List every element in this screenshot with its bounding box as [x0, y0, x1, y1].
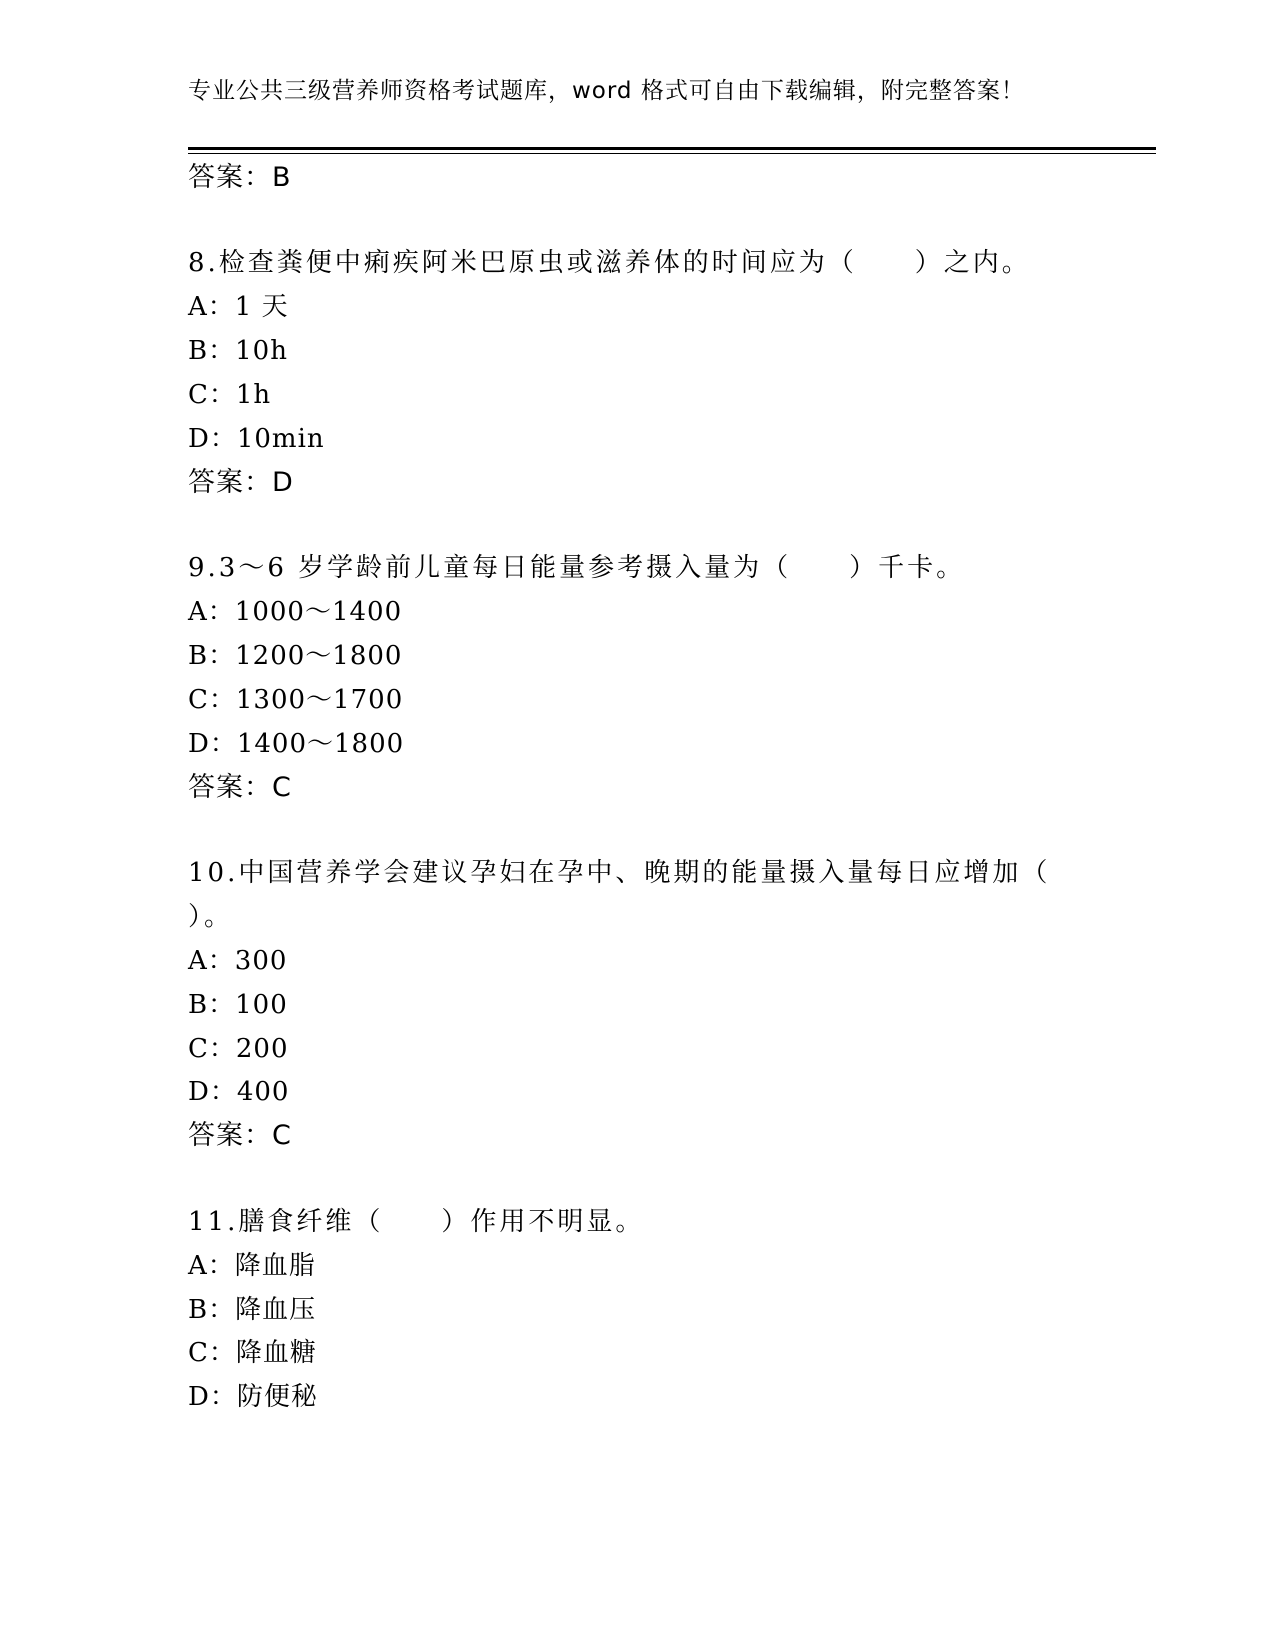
question-9-option-b: B：1200～1800	[188, 641, 403, 671]
question-10-option-b: B：100	[188, 990, 288, 1020]
question-11: 11.膳食纤维（ ）作用不明显。	[188, 1207, 645, 1237]
question-9-option-d: D：1400～1800	[188, 729, 405, 759]
answer-10: 答案：C	[188, 1120, 292, 1151]
question-11-option-d: D：防便秘	[188, 1382, 318, 1412]
answer-7: 答案：B	[188, 162, 292, 193]
question-9-option-c: C：1300～1700	[188, 685, 404, 715]
question-10-option-c: C：200	[188, 1034, 289, 1064]
question-8-option-c: C：1h	[188, 380, 272, 410]
answer-9: 答案：C	[188, 772, 292, 803]
answer-8: 答案：D	[188, 467, 294, 498]
question-8-option-a: A：1 天	[188, 292, 289, 322]
question-8-option-d: D：10min	[188, 424, 325, 454]
page-header: 专业公共三级营养师资格考试题库，word 格式可自由下载编辑，附完整答案！	[188, 78, 1025, 104]
question-11-option-c: C：降血糖	[188, 1338, 317, 1368]
question-8: 8.检查粪便中痢疾阿米巴原虫或滋养体的时间应为（ ）之内。	[188, 248, 1031, 278]
question-10-option-d: D：400	[188, 1077, 290, 1107]
question-10: 10.中国营养学会建议孕妇在孕中、晚期的能量摄入量每日应增加（	[188, 858, 1051, 888]
question-8-option-b: B：10h	[188, 336, 288, 366]
question-9: 9.3～6 岁学龄前儿童每日能量参考摄入量为（ ）千卡。	[188, 553, 966, 583]
question-10-option-a: A：300	[188, 946, 288, 976]
header-rule-thick	[188, 147, 1156, 150]
question-10-continuation: ）。	[188, 902, 234, 932]
header-rule-thin	[188, 153, 1156, 154]
question-9-option-a: A：1000～1400	[188, 597, 403, 627]
question-11-option-a: A：降血脂	[188, 1251, 316, 1281]
question-11-option-b: B：降血压	[188, 1295, 317, 1325]
